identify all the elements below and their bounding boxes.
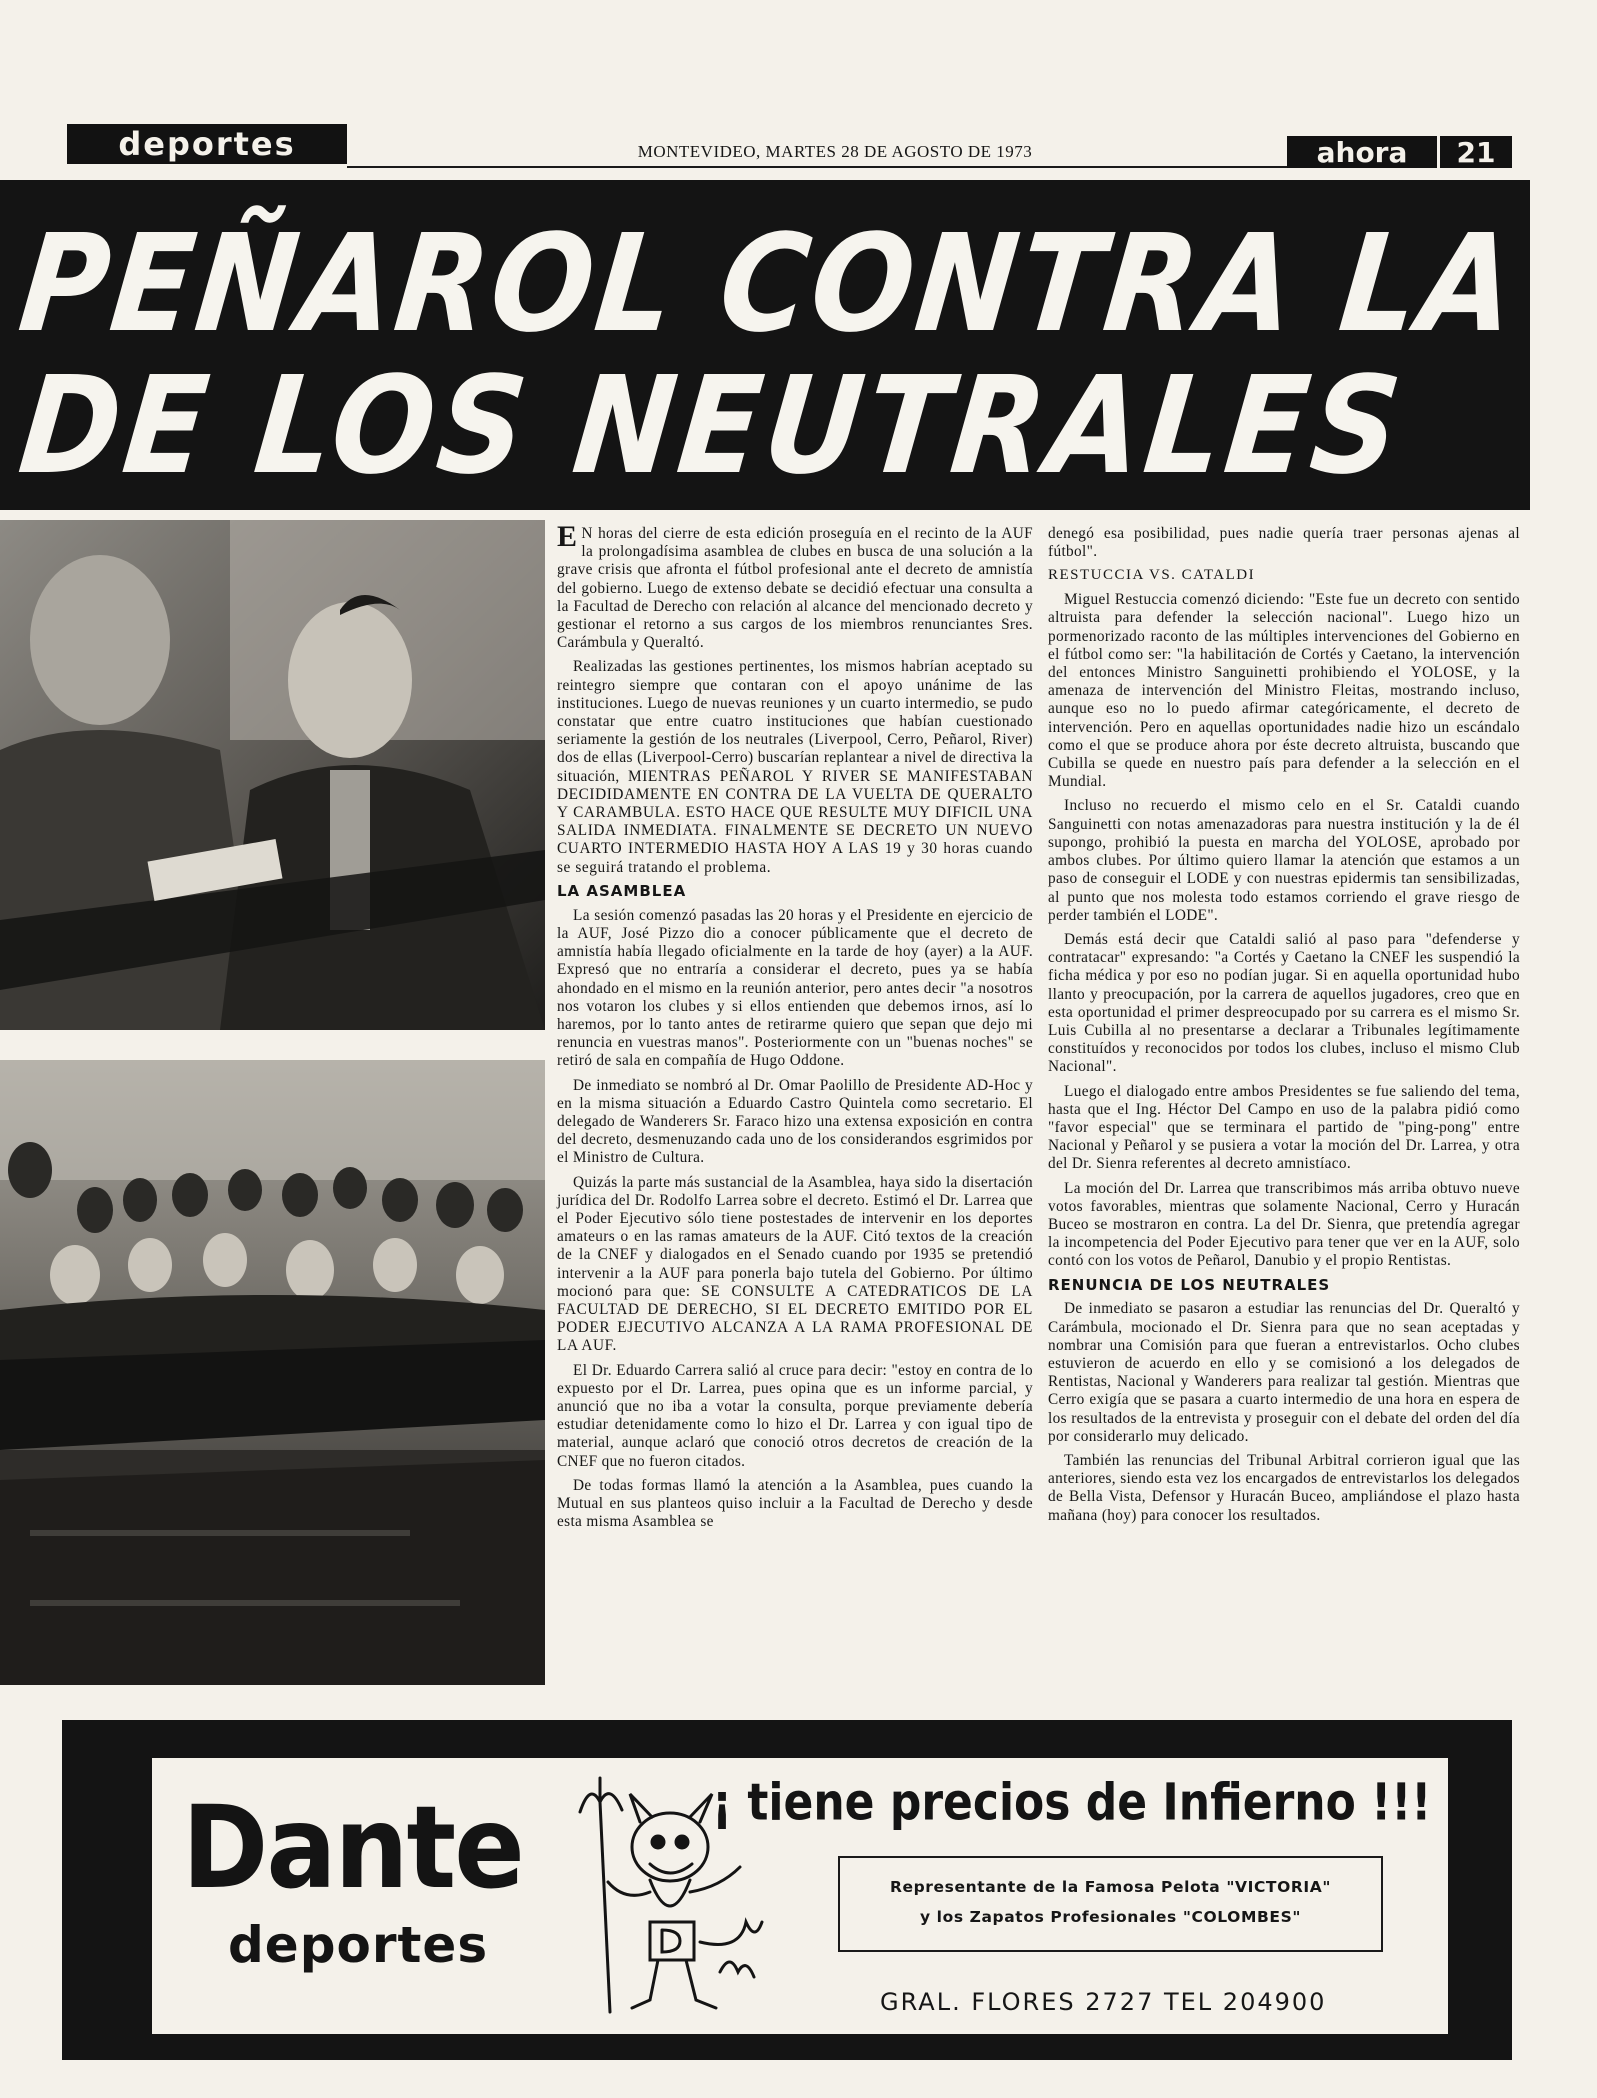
article-column-1 [557,520,1033,1690]
subhead-la-asamblea: LA ASAMBLEA [557,881,687,900]
subhead-renuncia-de-los-neutrales: RENUNCIA DE LOS NEUTRALES [1048,1275,1331,1294]
ad-brand-dante: Dante [182,1780,523,1915]
dateline: MONTEVIDEO, MARTES 28 DE AGOSTO DE 1973 [637,142,1033,161]
photo-assembly-delegates [0,1060,545,1685]
paragraph: De todas formas llamó la atención a la Asamblea, pues cuando la Mutual en sus planteos quiso incluir a la Facultad de Derecho y desde esta misma Asamblea se [557,1476,1033,1531]
headline-line-2: DE LOS NEUTRALES [12,348,1411,505]
paragraph: denegó esa posibilidad, pues nadie quería traer personas ajenas al fútbol". [1048,525,1520,561]
section-tag: deportes [67,124,347,164]
ad-box-line-2: y los Zapatos Profesionales "COLOMBES" [919,1908,1302,1926]
subhead-restuccia-vs-cataldi: RESTUCCIA VS. CATALDI [1048,567,1256,584]
headline-line-1: PEÑAROL CONTRA LA [12,206,1525,363]
paragraph: La sesión comenzó pasadas las 20 horas y el Presidente en ejercicio de la AUF, José Pizzo dio a conocer públicamente que el decreto de amnistía había llegado oficialmente en la tarde de hoy (ayer) a la AUF. Expresó que no entraría a considerar el decreto, pues ya se había ahondado en el mismo en la reunión anterior, pero antes decir "a nosotros nos votaron los clubes y si ellos entienden que debemos irnos, así lo haremos, por lo tanto antes de retirarme quiero que sepan que dejo mi renuncia en vuestras manos". Posteriormente con un "buenas noches" se retiró de sala en compañía de Hugo Oddone. [557,906,1033,1070]
page-number: 21 [1440,136,1512,168]
paragraph: E N horas del cierre de esta edición proseguía en el recinto de la AUF la prolongadísima asamblea de clubes en busca de una solución a la grave crisis que afronta el fútbol profesional ante el decreto de amnistía del gobierno. Luego de extenso debate se decidió efectuar una consulta a la Facultad de Derecho con relación al alcance del mencionado decreto y gestionar el retorno a sus cargos de los miembros renunciantes Sres. Carámbula y Queraltó. [557,520,1033,652]
drop-cap: E [557,520,578,553]
ad-representative-box [838,1856,1383,1952]
paragraph: Luego el dialogado entre ambos Presidentes se fue saliendo del tema, hasta que el Ing. Héctor Del Campo en uso de la palabra pidió como "favor especial" que se terminara el partido de "ping-pong" entre Nacional y Peñarol y se pusiera a votar la moción del Dr. Larrea, y otra del Dr. Sienra referentes al decreto amnistíaco. [1048,1082,1520,1173]
paragraph: La moción del Dr. Larrea que transcribimos más arriba obtuvo nueve votos favorables, mientras que solamente Nacional, Cerro y Huracán Buceo se mostraron en contra. La del Dr. Sienra, que pretendía agregar la incompetencia del Poder Ejecutivo para tener que ver en la AUF, solo contó con los votos de Peñarol, Danubio y el propio Rentistas. [1048,1179,1520,1270]
ad-slogan: ¡ tiene precios de Infierno !!! [712,1773,1432,1833]
photo-officials-at-table [0,520,545,1030]
paragraph: Miguel Restuccia comenzó diciendo: "Este fue un decreto con sentido altruista para defender la selección nacional". Luego hizo un pormenorizado raconto de las múltiples intervenciones del Gobierno en el fútbol como ser: "la habilitación de Cortés y Caetano, la intervención del entonces Ministro Sanguinetti prohibiendo el YOLOSE, y la amenaza de intervención del Ministro Fleitas, mostrando incluso, aunque eso no lo puedo afirmar categóricamente, el decreto de intervención. Pero en aquellas oportunidades nadie hizo un escándalo como el que se produce ahora por éste decreto altruista, buscando que Cubilla se quede en nuestro país para defender a la selección en el Mundial. [1048,591,1520,791]
paragraph: Demás está decir que Cataldi salió al paso para "defenderse y contratacar" expresando: "a Cortés y Caetano la CNEF les suspendió la ficha médica y por eso no podían jugar. Si en aquella oportunidad hubo llanto y preocupación, por la carrera de aquellos jugadores, creo que en esta oportunidad el primer despreocupado por su carrera es el mismo Sr. Luis Cubilla al no presentarse a declarar a Tribunales legítimamente constituídos y reconocidos por todos los clubes, incluso el mismo Club Nacional". [1048,930,1520,1076]
ad-box-line-1: Representante de la Famosa Pelota "VICTORIA" [889,1878,1332,1896]
paragraph: Quizás la parte más sustancial de la Asamblea, haya sido la disertación jurídica del Dr. Rodolfo Larrea sobre el decreto. Estimó el Dr. Larrea que el Poder Ejecutivo sólo tiene postestades de intervenir en los deportes amateurs o en las ramas amateurs de la AUF. Citó textos de la creación de la CNEF y dialogados en el Senado cuando por 1935 se pretendió intervenir a la AUF para ponerla bajo tutela del Gobierno. Por último mocionó para que: SE CONSULTE A CATEDRATICOS DE LA FACULTAD DE DERECHO, SI EL DECRETO EMITIDO POR EL PODER EJECUTIVO ALCANZA A LA RAMA PROFESIONAL DE LA AUF. [557,1173,1033,1355]
header-rule [347,166,1287,168]
article-column-2 [1048,525,1520,1685]
ad-brand-deportes: deportes [228,1916,489,1974]
paragraph: Incluso no recuerdo el mismo celo en el Sr. Cataldi cuando Sanguinetti con notas amenazadoras para nuestra institución y la de él supongo, prohibió la puesta en marcha del YOLOSE, aprobado por ambos clubes. Por último quiero llamar la atención que estamos a un paso de conseguir el LODE y con nuestras epidermis tan sensibilizadas, al punto que nos molesta todo estamos corriendo el grave riesgo de perder también el LODE". [1048,797,1520,924]
paragraph: Realizadas las gestiones pertinentes, los mismos habrían aceptado su reintegro siempre que contaran con el apoyo unánime de las instituciones. Luego de nuevas reuniones y un cuarto intermedio, se pudo constatar que entre cuatro instituciones que habían cuestionado seriamente la gestión de los neutrales (Liverpool, Cerro, Peñarol, River) dos de ellas (Liverpool-Cerro) buscarían replantear a nivel de directiva la situación, MIENTRAS PEÑAROL Y RIVER SE MANIFESTABAN DECIDIDAMENTE EN CONTRA DE LA VUELTA DE QUERALTO Y CARAMBULA. ESTO HACE QUE RESULTE MUY DIFICIL UNA SALIDA INMEDIATA. FINALMENTE SE DECRETO UN NUEVO CUARTO INTERMEDIO HASTA HOY A LAS 19 y 30 horas cuando se seguirá tratando el problema. [557,658,1033,876]
paragraph: De inmediato se nombró al Dr. Omar Paolillo de Presidente AD-Hoc y en la misma situación a Eduardo Castro Quintela como secretario. El delegado de Wanderers Sr. Faraco hizo una extensa exposición en contra del decreto, desmenuzando cada uno de los considerandos esgrimidos por el Ministro de Cultura. [557,1076,1033,1167]
newspaper-brand: ahora [1287,136,1437,168]
paragraph: De inmediato se pasaron a estudiar las renuncias del Dr. Queraltó y Carámbula, mocionado el Dr. Sienra para que no sean aceptadas y nombrar una Comisión para que fueran a entrevistarlos. Ocho clubes estuvieron de acuerdo en ello y se comisionó a los delegados de Rentistas, Nacional y Wanderers para realizar tal gestión. Mientras que Cerro exigía que se pasara a cuarto intermedio de una hora en espera de los resultados de la entrevista y proseguir con el debate del orden del día por considerarlo muy delicado. [1048,1300,1520,1445]
ad-address: GRAL. FLORES 2727 TEL 204900 [880,1988,1327,2016]
paragraph: También las renuncias del Tribunal Arbitral corrieron igual que las anteriores, siendo esta vez los encargados de entrevistarlos los delegados de Bella Vista, Defensor y Huracán Buceo, ampliándose el plazo hasta mañana (hoy) para conocer los resultados. [1048,1452,1520,1524]
paragraph: El Dr. Eduardo Carrera salió al cruce para decir: "estoy en contra de lo expuesto por el Dr. Larrea, pues opina que es un informe parcial, y anunció que no iba a votar la consulta, porque previamente debería estudiar detenidamente como lo hizo el Dr. Larrea y con igual tipo de material, aunque aclaró que conoció otros decretos de creación de la CNEF que no fueron citados. [557,1361,1033,1470]
